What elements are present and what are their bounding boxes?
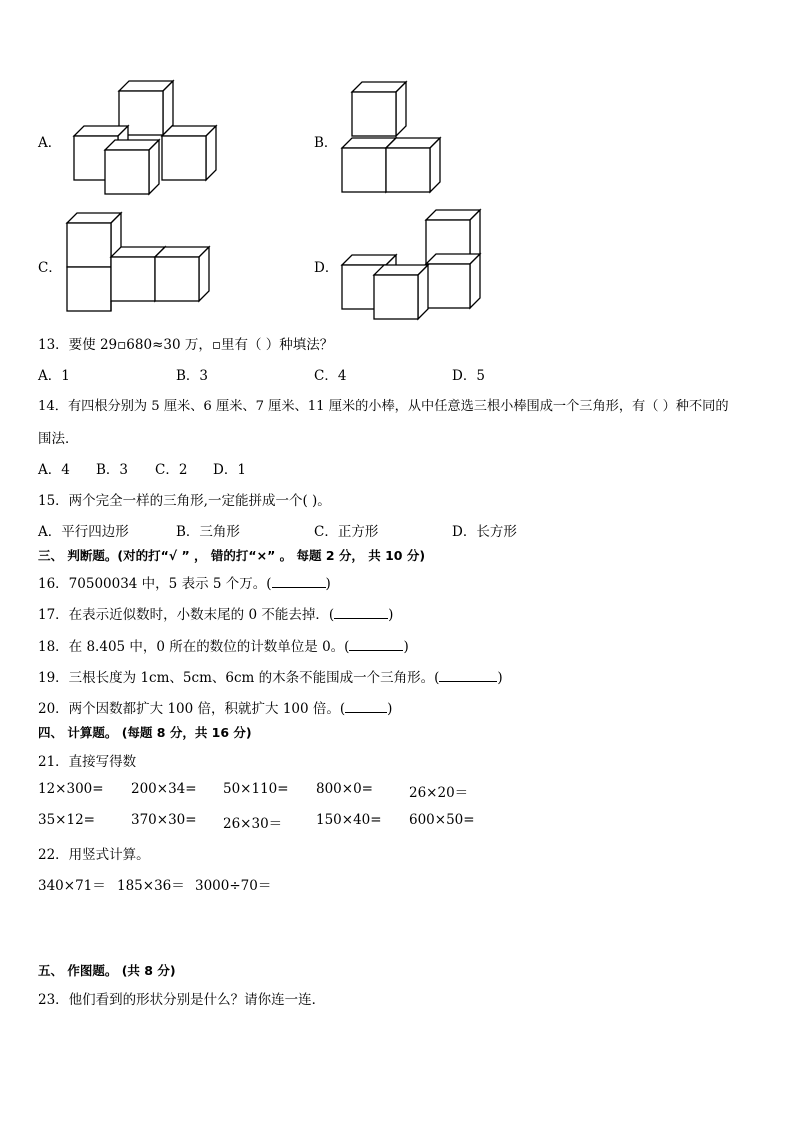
calc-item: 26×20＝ bbox=[409, 785, 469, 801]
vertical-calc-item: 185×36＝ bbox=[117, 878, 185, 894]
calc-item: 150×40= bbox=[316, 812, 382, 828]
judgment-text: 20．两个因数都扩大 100 倍，积就扩大 100 倍。( bbox=[38, 701, 346, 717]
q14-option-c: C．2 bbox=[155, 462, 188, 478]
figure-b-cubes bbox=[336, 78, 456, 200]
answer-blank[interactable] bbox=[345, 700, 387, 713]
q22-title: 22．用竖式计算。 bbox=[38, 847, 150, 863]
q14-option-d: D．1 bbox=[213, 462, 246, 478]
judgment-text: 18．在 8.405 中，0 所在的数位的计数单位是 0。( bbox=[38, 639, 350, 655]
calc-item: 12×300= bbox=[38, 781, 104, 797]
q15-option-b: B．三角形 bbox=[176, 524, 240, 540]
option-c-label: C． bbox=[38, 260, 62, 276]
q15-option-a: A．平行四边形 bbox=[38, 524, 129, 540]
option-b-label: B． bbox=[314, 135, 338, 151]
judgment-close: ) bbox=[388, 607, 394, 623]
calc-item: 800×0= bbox=[316, 781, 373, 797]
answer-blank[interactable] bbox=[334, 606, 388, 619]
judgment-16 bbox=[38, 572, 331, 592]
section-4-heading: 四、 计算题。 (每题 8 分，共 16 分) bbox=[38, 725, 252, 740]
cube bbox=[105, 140, 159, 194]
q13-stem: 13．要使 29▫680≈30 万，▫里有（ ）种填法？ bbox=[38, 337, 334, 353]
q13-option-d: D．5 bbox=[452, 368, 485, 384]
q13-option-b: B．3 bbox=[176, 368, 209, 384]
calc-item: 35×12= bbox=[38, 812, 95, 828]
q14-stem-continued: 围法． bbox=[38, 431, 79, 447]
cube bbox=[352, 82, 406, 136]
judgment-text: 17．在表示近似数时，小数末尾的 0 不能去掉．( bbox=[38, 607, 335, 623]
judgment-close: ) bbox=[497, 670, 503, 686]
q14-option-b: B．3 bbox=[96, 462, 129, 478]
judgment-text: 16．70500034 中，5 表示 5 个万。( bbox=[38, 576, 272, 592]
calc-item: 50×110= bbox=[223, 781, 289, 797]
q15-stem: 15．两个完全一样的三角形,一定能拼成一个( )。 bbox=[38, 493, 331, 509]
q13-option-a: A．1 bbox=[38, 368, 70, 384]
calc-item: 26×30＝ bbox=[223, 816, 283, 832]
cube bbox=[426, 254, 480, 308]
judgment-19 bbox=[38, 666, 503, 686]
vertical-calc-item: 340×71＝ bbox=[38, 878, 106, 894]
figure-a-cubes bbox=[60, 78, 230, 200]
judgment-20 bbox=[38, 697, 392, 717]
cube bbox=[67, 267, 111, 311]
q14-stem: 14．有四根分别为 5 厘米、6 厘米、7 厘米、11 厘米的小棒，从中任意选三根小棒围成一个三角形，有（ ）种不同的 bbox=[38, 399, 729, 414]
judgment-17 bbox=[38, 603, 393, 623]
calc-item: 600×50= bbox=[409, 812, 475, 828]
answer-blank[interactable] bbox=[349, 638, 403, 651]
judgment-text: 19．三根长度为 1cm、5cm、6cm 的木条不能围成一个三角形。( bbox=[38, 670, 440, 686]
judgment-close: ) bbox=[325, 576, 331, 592]
judgment-close: ) bbox=[387, 701, 393, 717]
cube bbox=[162, 126, 216, 180]
calc-item: 370×30= bbox=[131, 812, 197, 828]
judgment-close: ) bbox=[403, 639, 409, 655]
judgment-18 bbox=[38, 635, 409, 655]
section-3-heading: 三、 判断题。(对的打“√ ” ， 错的打“×” 。 每题 2 分， 共 10 分) bbox=[38, 548, 426, 563]
figure-d-cubes bbox=[336, 205, 486, 320]
q13-option-c: C．4 bbox=[314, 368, 347, 384]
q14-option-a: A．4 bbox=[38, 462, 70, 478]
option-d-label: D． bbox=[314, 260, 339, 276]
section-5-heading: 五、 作图题。 (共 8 分) bbox=[38, 963, 176, 978]
cube bbox=[386, 138, 440, 192]
figure-c-cubes bbox=[60, 208, 220, 308]
q15-option-c: C．正方形 bbox=[314, 524, 379, 540]
answer-blank[interactable] bbox=[272, 575, 326, 588]
option-a-label: A． bbox=[38, 135, 62, 151]
q15-option-d: D．长方形 bbox=[452, 524, 517, 540]
vertical-calc-item: 3000÷70＝ bbox=[195, 878, 272, 894]
q23-stem: 23．他们看到的形状分别是什么？请你连一连． bbox=[38, 992, 326, 1008]
cube bbox=[155, 247, 209, 301]
q21-title: 21．直接写得数 bbox=[38, 754, 137, 770]
answer-blank[interactable] bbox=[439, 669, 497, 682]
calc-item: 200×34= bbox=[131, 781, 197, 797]
cube bbox=[374, 265, 428, 319]
